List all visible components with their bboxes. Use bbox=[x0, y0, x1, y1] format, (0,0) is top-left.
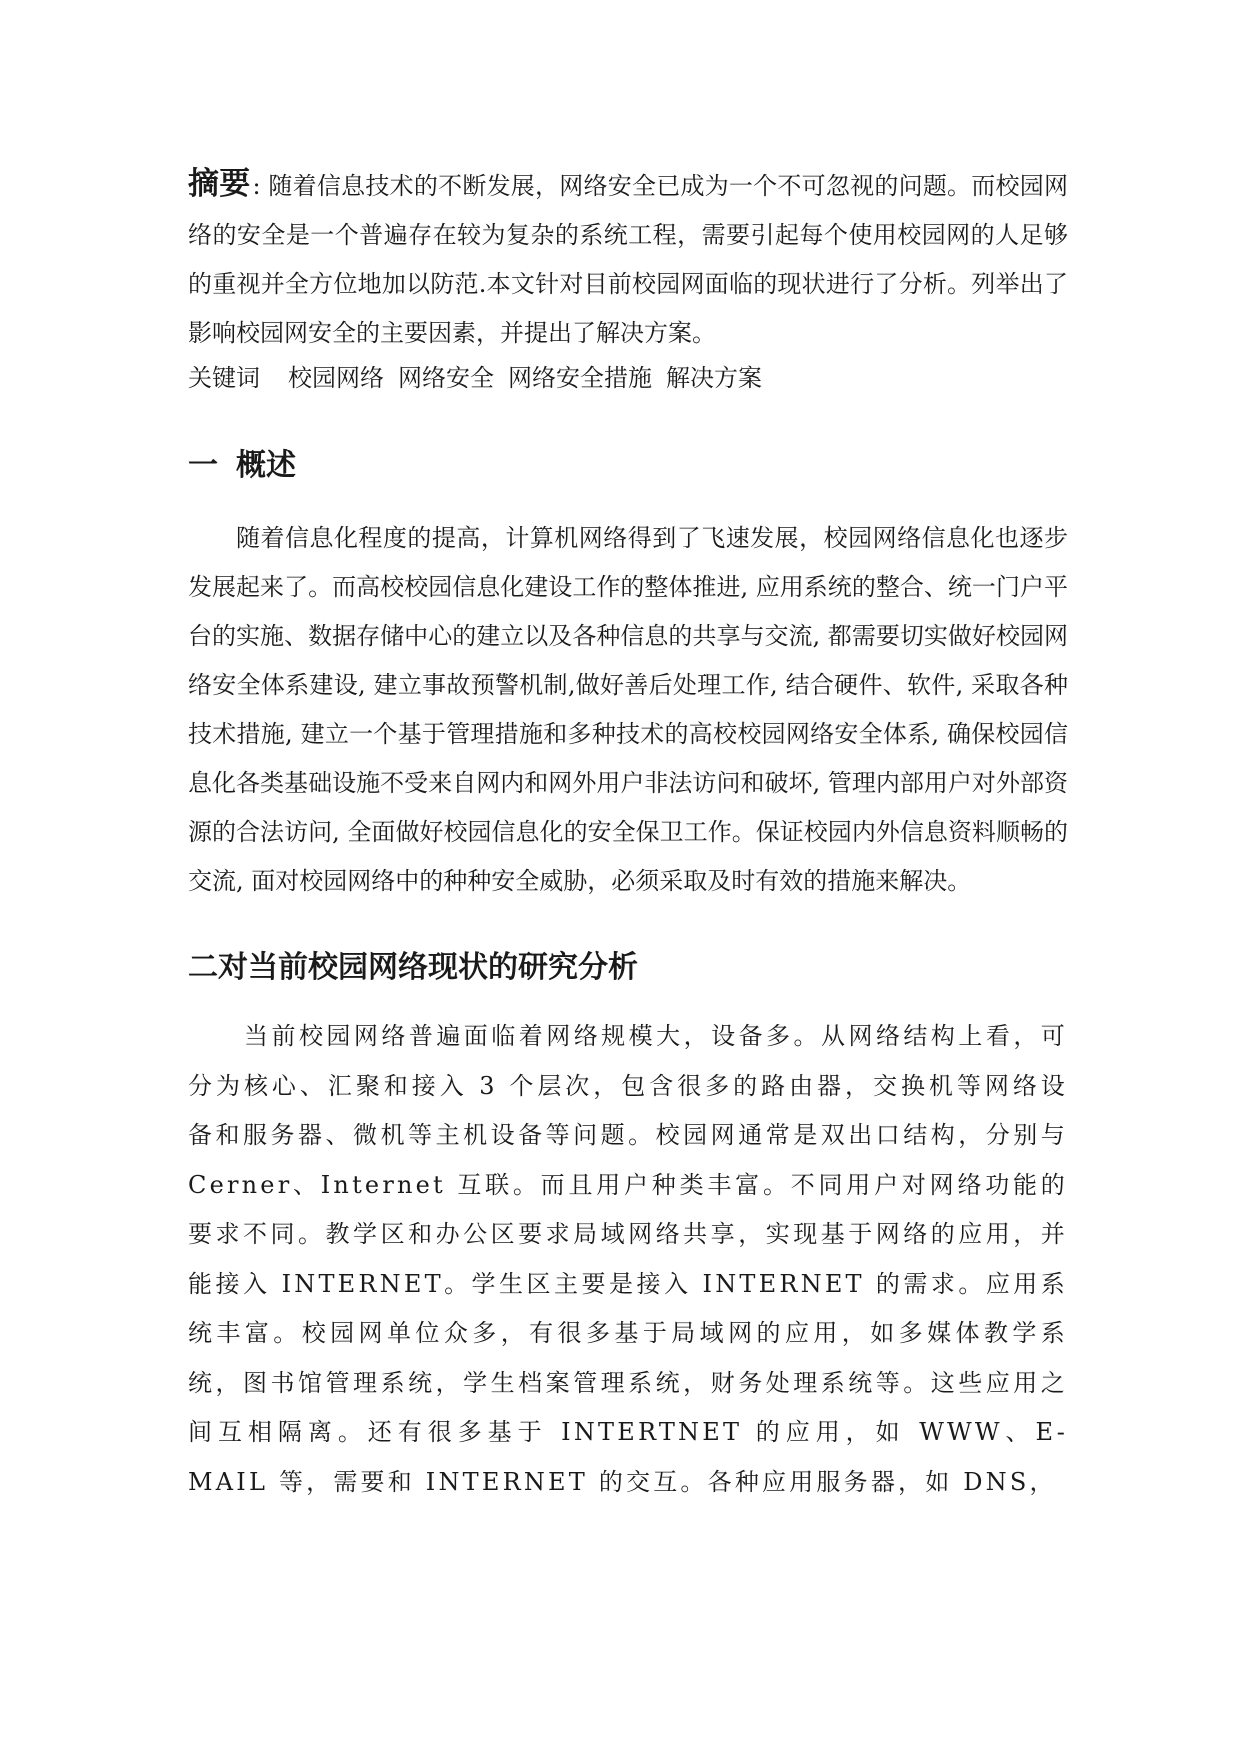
keywords-label: 关键词 bbox=[188, 364, 260, 392]
section2-heading-wrap bbox=[188, 942, 1068, 986]
keyword-item: 网络安全措施 bbox=[508, 364, 652, 392]
document-page bbox=[188, 160, 1068, 1507]
section1-number: 一 bbox=[188, 448, 218, 483]
section1-heading bbox=[188, 440, 1068, 484]
section2-heading: 二对当前校园网络现状的研究分析 bbox=[188, 950, 638, 985]
keywords-line bbox=[188, 358, 1068, 398]
keyword-item: 解决方案 bbox=[666, 364, 762, 392]
keyword-item: 校园网络 bbox=[288, 364, 384, 392]
keyword-item: 网络安全 bbox=[398, 364, 494, 392]
abstract-text: : 随着信息技术的不断发展，网络安全已成为一个不可忽视的问题。而校园网络的安全是一个普遍存在较为复杂的系统工程，需要引起每个使用校园网的人足够的重视并全方位地加以防范.本文针对目前校园网面临的现状进行了分析。列举出了影响校园网安全的主要因素，并提出了解决方案。 bbox=[188, 172, 1069, 347]
abstract-label: 摘要 bbox=[188, 166, 251, 202]
section1-heading-wrap bbox=[188, 440, 1068, 484]
section1-paragraph: 随着信息化程度的提高，计算机网络得到了飞速发展，校园网络信息化也逐步发展起来了。而高校校园信息化建设工作的整体推进, 应用系统的整合、统一门户平台的实施、数据存储中心的建立以及各种信息的共享与交流, 都需要切实做好校园网络安全体系建设, 建立事故预警机制,做好善后处理工作, 结合硬件、软件, 采取各种技术措施, 建立一个基于管理措施和多种技术的高校校园网络安全体系, 确保校园信息化各类基础设施不受来自网内和网外用户非法访问和破坏, 管理内部用户对外部资源的合法访问, 全面做好校园信息化的安全保卫工作。保证校园内外信息资料顺畅的交流, 面对校园网络中的种种安全威胁，必须采取及时有效的措施来解决。 bbox=[188, 524, 1068, 895]
section1-title: 概述 bbox=[236, 448, 296, 483]
section2-paragraph: 当前校园网络普遍面临着网络规模大，设备多。从网络结构上看，可分为核心、汇聚和接入 3 个层次，包含很多的路由器，交换机等网络设备和服务器、微机等主机设备等问题。校园网通常是双出口结构，分别与 Cerner、Internet 互联。而且用户种类丰富。不同用户对网络功能的要求不同。教学区和办公区要求局域网络共享，实现基于网络的应用，并能接入 INTERNET。学生区主要是接入 INTERNET 的需求。应用系统丰富。校园网单位众多，有很多基于局域网的应用，如多媒体教学系统，图书馆管理系统，学生档案管理系统，财务处理系统等。这些应用之间互相隔离。还有很多基于 INTERTNET 的应用，如 WWW、E-MAIL 等，需要和 INTERNET 的交互。各种应用服务器，如 DNS， bbox=[188, 1022, 1068, 1496]
abstract-paragraph bbox=[188, 160, 1068, 358]
